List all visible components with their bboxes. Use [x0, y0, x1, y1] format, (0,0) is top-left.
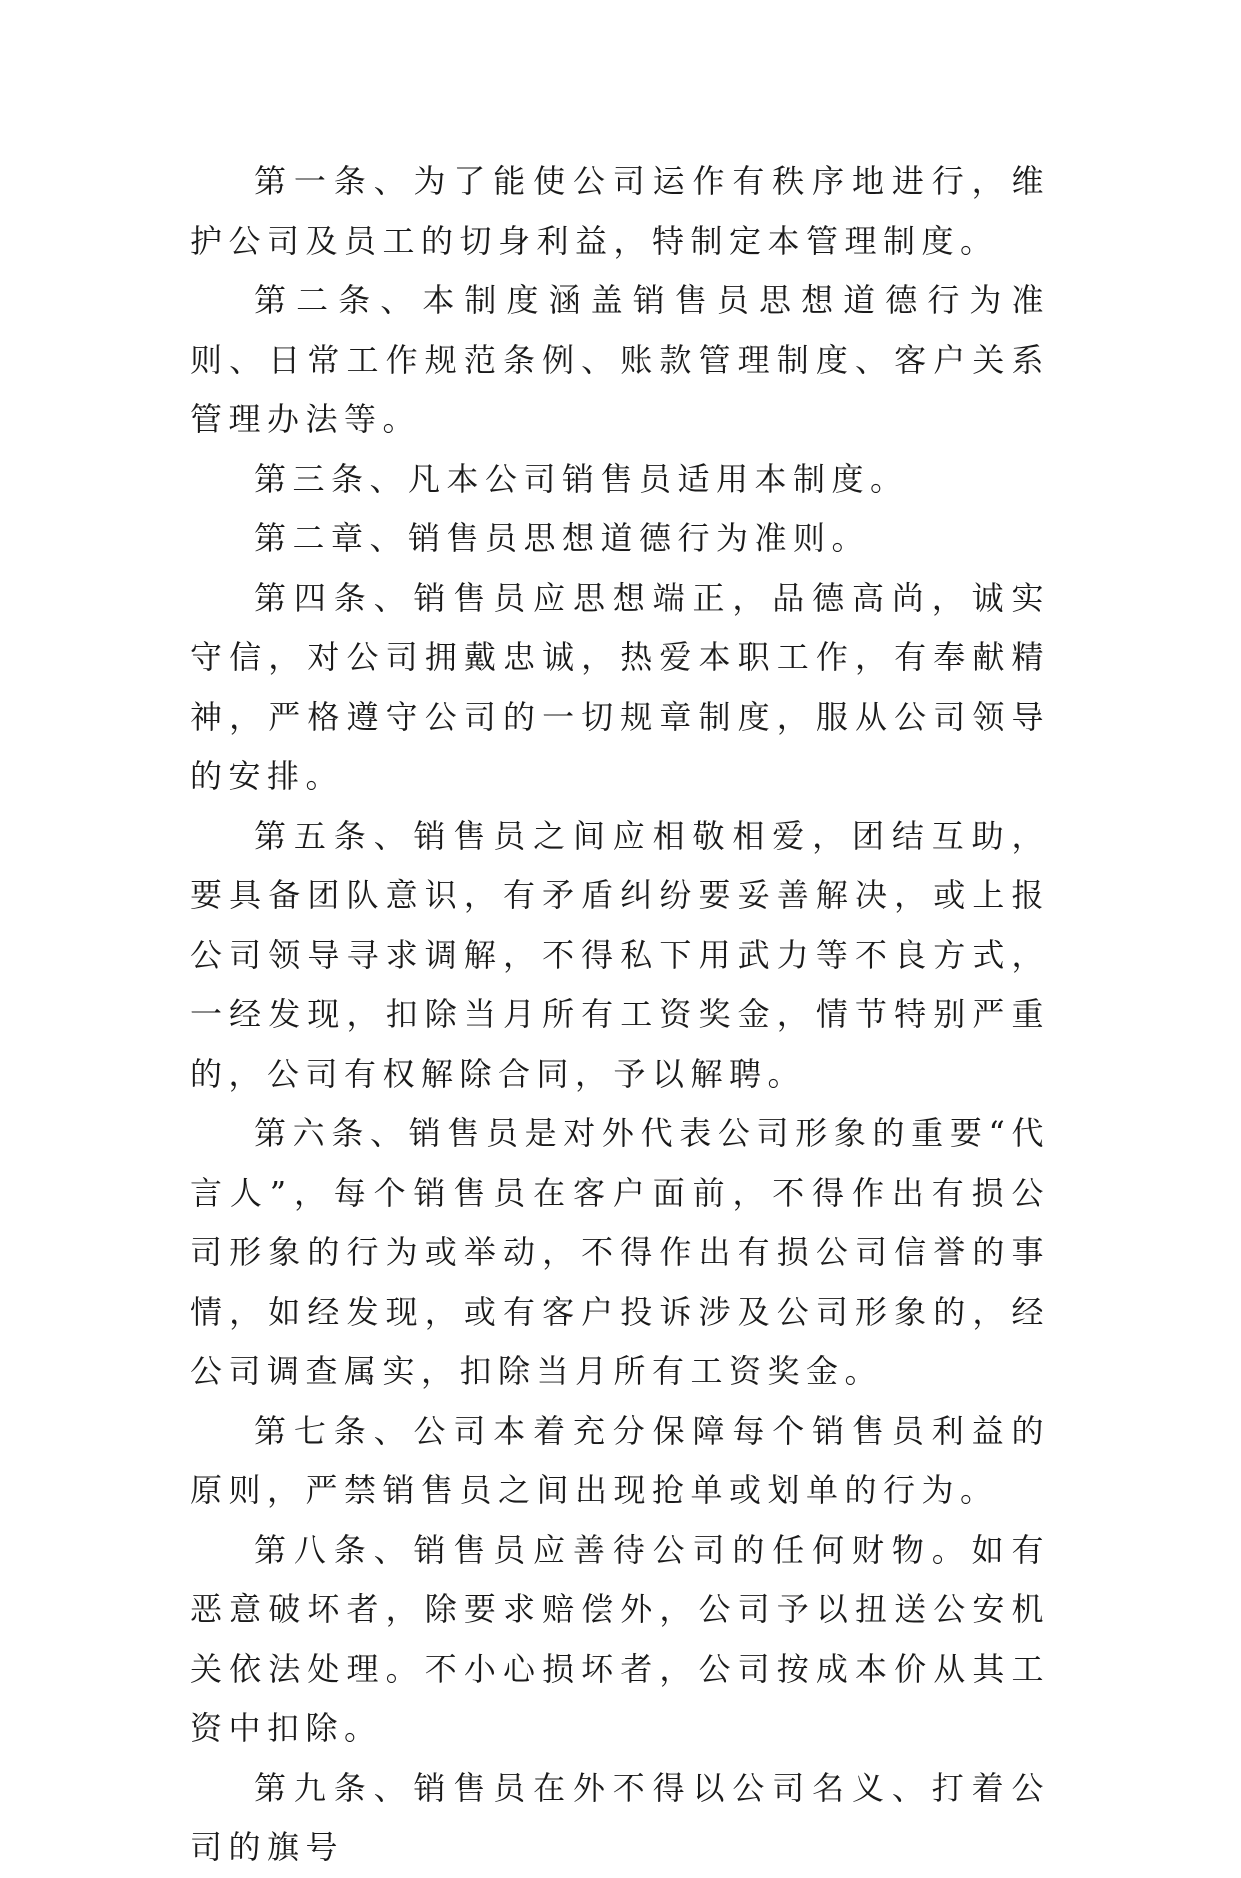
chapter-heading-2: 第二章、销售员思想道德行为准则。: [254, 519, 871, 557]
paragraph-article-8: 第八条、销售员应善待公司的任何财物。如有恶意破坏者，除要求赔偿外，公司予以扭送公安机关依法处理。不小心损坏者，公司按成本价从其工资中扣除。: [190, 1530, 1050, 1747]
paragraph-article-1: 第一条、为了能使公司运作有秩序地进行，维护公司及员工的切身利益，特制定本管理制度。: [190, 162, 1050, 260]
document-body: [190, 152, 1050, 1878]
paragraph-article-9: 第九条、销售员在外不得以公司名义、打着公司的旗号: [190, 1768, 1050, 1866]
paragraph-article-4: 第四条、销售员应思想端正，品德高尚，诚实守信，对公司拥戴忠诚，热爱本职工作，有奉献精神，严格遵守公司的一切规章制度，服从公司领导的安排。: [190, 578, 1050, 795]
paragraph-article-2: 第二条、本制度涵盖销售员思想道德行为准则、日常工作规范条例、账款管理制度、客户关系管理办法等。: [190, 281, 1050, 438]
paragraph-article-7: 第七条、公司本着充分保障每个销售员利益的原则，严禁销售员之间出现抢单或划单的行为。: [190, 1411, 1050, 1509]
paragraph-article-3: 第三条、凡本公司销售员适用本制度。: [254, 459, 909, 498]
paragraph-article-5: 第五条、销售员之间应相敬相爱，团结互助，要具备团队意识，有矛盾纠纷要妥善解决，或上报公司领导寻求调解，不得私下用武力等不良方式，一经发现，扣除当月所有工资奖金，情节特别严重的，公司有权解除合同，予以解聘。: [190, 816, 1050, 1093]
paragraph-article-6: 第六条、销售员是对外代表公司形象的重要“代言人”，每个销售员在客户面前，不得作出有损公司形象的行为或举动，不得作出有损公司信誉的事情，如经发现，或有客户投诉涉及公司形象的，经公司调查属实，扣除当月所有工资奖金。: [190, 1114, 1050, 1390]
